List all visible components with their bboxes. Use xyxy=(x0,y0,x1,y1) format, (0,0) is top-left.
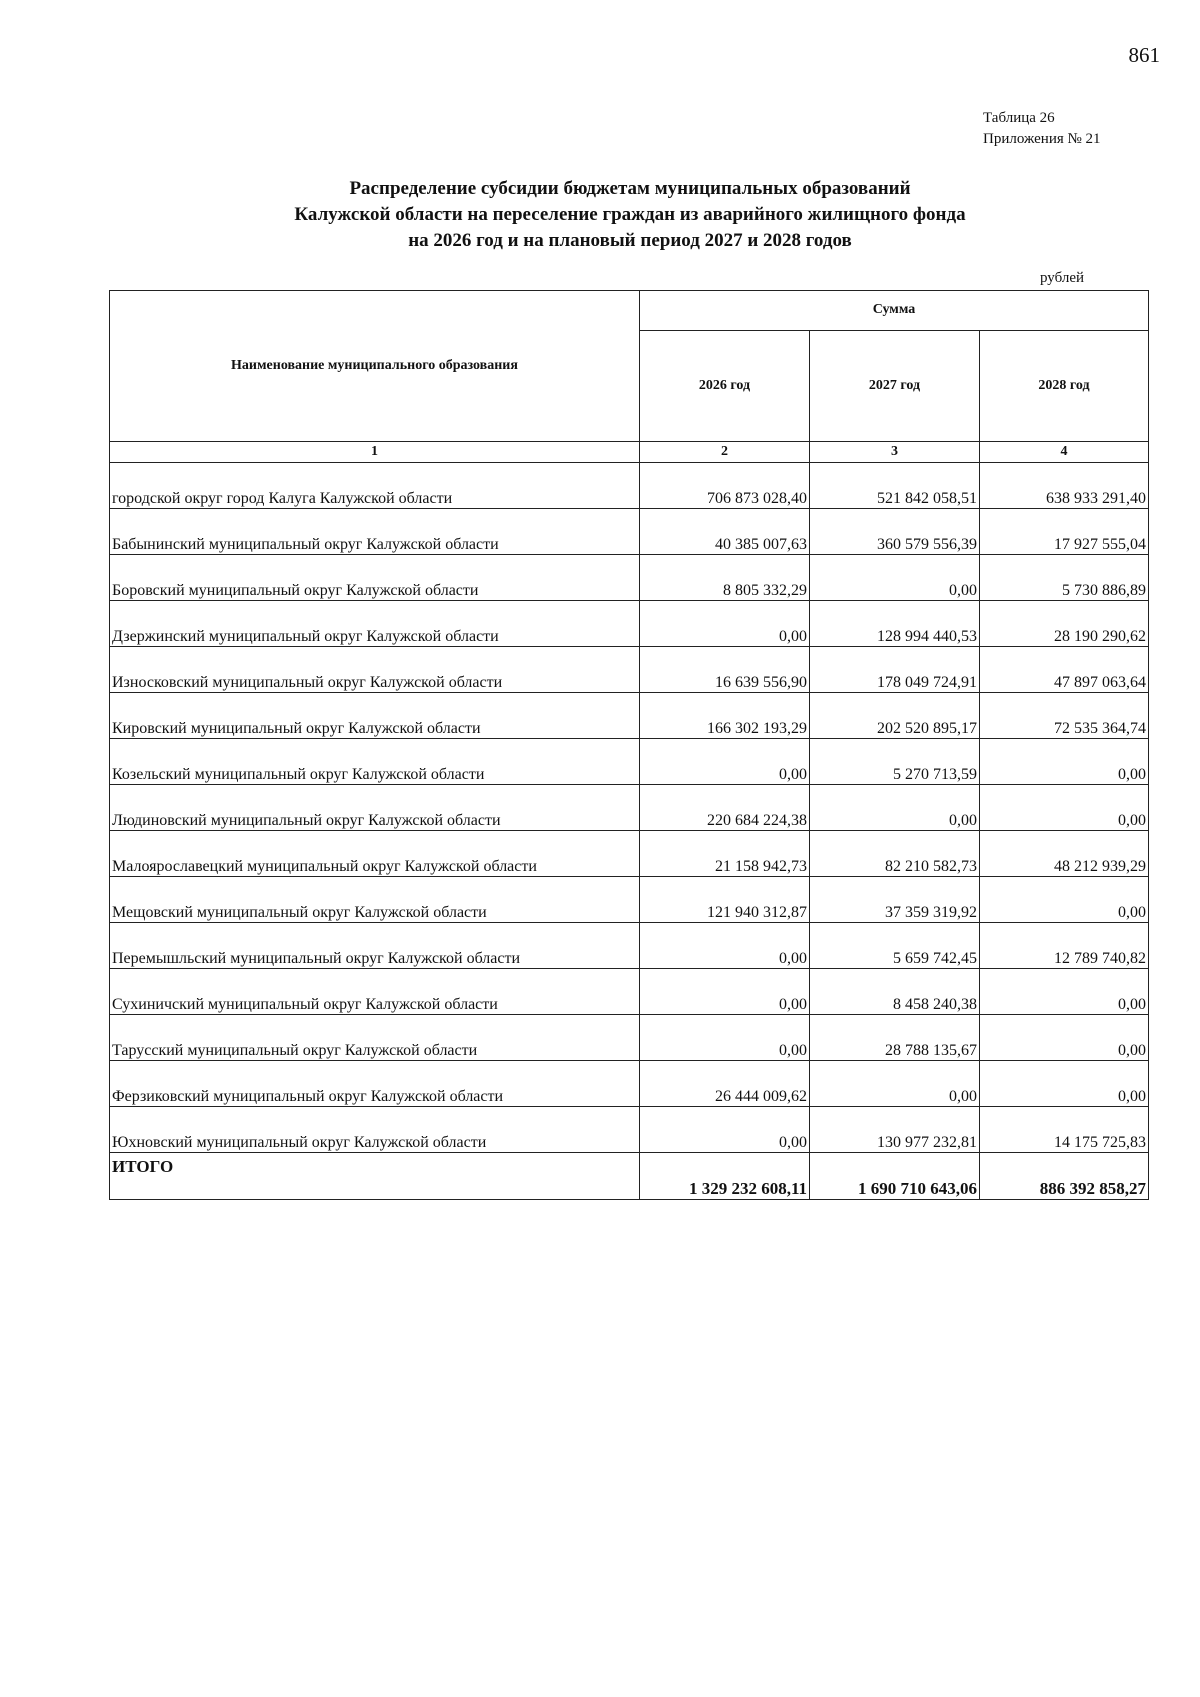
total-2026: 1 329 232 608,11 xyxy=(640,1153,810,1200)
municipality-name-cell: Дзержинский муниципальный округ Калужской области xyxy=(110,601,640,647)
title-line-1: Распределение субсидии бюджетам муниципальных образований xyxy=(349,178,911,199)
value-2028-cell: 0,00 xyxy=(980,1015,1149,1061)
table-row xyxy=(110,647,1149,693)
value-2026-cell: 706 873 028,40 xyxy=(640,463,810,509)
value-2026-cell: 0,00 xyxy=(640,1015,810,1061)
value-2028-cell: 72 535 364,74 xyxy=(980,693,1149,739)
value-2027-cell: 128 994 440,53 xyxy=(810,601,980,647)
value-2028-cell: 28 190 290,62 xyxy=(980,601,1149,647)
value-2026-cell: 0,00 xyxy=(640,969,810,1015)
table-row xyxy=(110,693,1149,739)
appendix-label: Приложения № 21 xyxy=(983,131,1101,147)
value-2027-cell: 360 579 556,39 xyxy=(810,509,980,555)
table-row xyxy=(110,509,1149,555)
value-2027-cell: 202 520 895,17 xyxy=(810,693,980,739)
value-2028-cell: 14 175 725,83 xyxy=(980,1107,1149,1153)
value-2026-cell: 0,00 xyxy=(640,601,810,647)
value-2027-cell: 178 049 724,91 xyxy=(810,647,980,693)
title-line-2: Калужской области на переселение граждан из аварийного жилищного фонда xyxy=(294,204,966,225)
value-2026-cell: 26 444 009,62 xyxy=(640,1061,810,1107)
table-row xyxy=(110,1015,1149,1061)
table-row xyxy=(110,601,1149,647)
document-title xyxy=(150,176,1110,254)
municipality-name-cell: Мещовский муниципальный округ Калужской области xyxy=(110,877,640,923)
column-number: 2 xyxy=(640,442,810,463)
value-2027-cell: 28 788 135,67 xyxy=(810,1015,980,1061)
column-number: 1 xyxy=(110,442,640,463)
value-2026-cell: 121 940 312,87 xyxy=(640,877,810,923)
municipality-name-cell: Малоярославецкий муниципальный округ Калужской области xyxy=(110,831,640,877)
value-2027-cell: 37 359 319,92 xyxy=(810,877,980,923)
value-2028-cell: 0,00 xyxy=(980,969,1149,1015)
municipality-name-cell: городской округ город Калуга Калужской области xyxy=(110,463,640,509)
value-2027-cell: 5 270 713,59 xyxy=(810,739,980,785)
header-municipality-name: Наименование муниципального образования xyxy=(110,291,640,442)
value-2026-cell: 16 639 556,90 xyxy=(640,647,810,693)
municipality-name-cell: Людиновский муниципальный округ Калужской области xyxy=(110,785,640,831)
value-2026-cell: 220 684 224,38 xyxy=(640,785,810,831)
value-2028-cell: 0,00 xyxy=(980,877,1149,923)
value-2027-cell: 521 842 058,51 xyxy=(810,463,980,509)
municipality-name-cell: Бабынинский муниципальный округ Калужской области xyxy=(110,509,640,555)
value-2027-cell: 0,00 xyxy=(810,555,980,601)
value-2026-cell: 0,00 xyxy=(640,923,810,969)
municipality-name-cell: Тарусский муниципальный округ Калужской области xyxy=(110,1015,640,1061)
subsidy-table xyxy=(109,290,1149,1200)
municipality-name-cell: Юхновский муниципальный округ Калужской области xyxy=(110,1107,640,1153)
value-2028-cell: 638 933 291,40 xyxy=(980,463,1149,509)
table-row xyxy=(110,831,1149,877)
table-row xyxy=(110,969,1149,1015)
page-number: 861 xyxy=(1128,43,1160,67)
value-2028-cell: 0,00 xyxy=(980,1061,1149,1107)
value-2026-cell: 0,00 xyxy=(640,1107,810,1153)
table-row xyxy=(110,555,1149,601)
value-2027-cell: 5 659 742,45 xyxy=(810,923,980,969)
table-row xyxy=(110,923,1149,969)
header-year-2028: 2028 год xyxy=(980,330,1149,441)
municipality-name-cell: Перемышльский муниципальный округ Калужской области xyxy=(110,923,640,969)
value-2028-cell: 17 927 555,04 xyxy=(980,509,1149,555)
column-number: 4 xyxy=(980,442,1149,463)
value-2028-cell: 47 897 063,64 xyxy=(980,647,1149,693)
units-label: рублей xyxy=(1040,270,1085,286)
table-label: Таблица 26 xyxy=(983,110,1055,126)
header-sum: Сумма xyxy=(640,291,1149,331)
appendix-reference xyxy=(983,108,1101,150)
table-row xyxy=(110,1061,1149,1107)
table-body xyxy=(110,463,1149,1153)
total-2027: 1 690 710 643,06 xyxy=(810,1153,980,1200)
column-number: 3 xyxy=(810,442,980,463)
value-2027-cell: 8 458 240,38 xyxy=(810,969,980,1015)
table-row xyxy=(110,877,1149,923)
header-year-2026: 2026 год xyxy=(640,330,810,441)
municipality-name-cell: Сухиничский муниципальный округ Калужской области xyxy=(110,969,640,1015)
table-row xyxy=(110,739,1149,785)
title-line-3: на 2026 год и на плановый период 2027 и 2028 годов xyxy=(408,230,852,251)
total-label: ИТОГО xyxy=(110,1153,640,1200)
value-2026-cell: 21 158 942,73 xyxy=(640,831,810,877)
table-row xyxy=(110,463,1149,509)
value-2027-cell: 130 977 232,81 xyxy=(810,1107,980,1153)
value-2026-cell: 166 302 193,29 xyxy=(640,693,810,739)
value-2028-cell: 0,00 xyxy=(980,739,1149,785)
value-2027-cell: 0,00 xyxy=(810,1061,980,1107)
municipality-name-cell: Боровский муниципальный округ Калужской области xyxy=(110,555,640,601)
total-2028: 886 392 858,27 xyxy=(980,1153,1149,1200)
value-2026-cell: 40 385 007,63 xyxy=(640,509,810,555)
header-year-2027: 2027 год xyxy=(810,330,980,441)
value-2028-cell: 12 789 740,82 xyxy=(980,923,1149,969)
value-2028-cell: 0,00 xyxy=(980,785,1149,831)
value-2028-cell: 48 212 939,29 xyxy=(980,831,1149,877)
value-2026-cell: 0,00 xyxy=(640,739,810,785)
municipality-name-cell: Ферзиковский муниципальный округ Калужской области xyxy=(110,1061,640,1107)
municipality-name-cell: Козельский муниципальный округ Калужской области xyxy=(110,739,640,785)
value-2027-cell: 0,00 xyxy=(810,785,980,831)
municipality-name-cell: Кировский муниципальный округ Калужской области xyxy=(110,693,640,739)
table-row xyxy=(110,1107,1149,1153)
value-2027-cell: 82 210 582,73 xyxy=(810,831,980,877)
table-row xyxy=(110,785,1149,831)
municipality-name-cell: Износковский муниципальный округ Калужской области xyxy=(110,647,640,693)
total-row xyxy=(110,1153,1149,1200)
value-2026-cell: 8 805 332,29 xyxy=(640,555,810,601)
value-2028-cell: 5 730 886,89 xyxy=(980,555,1149,601)
